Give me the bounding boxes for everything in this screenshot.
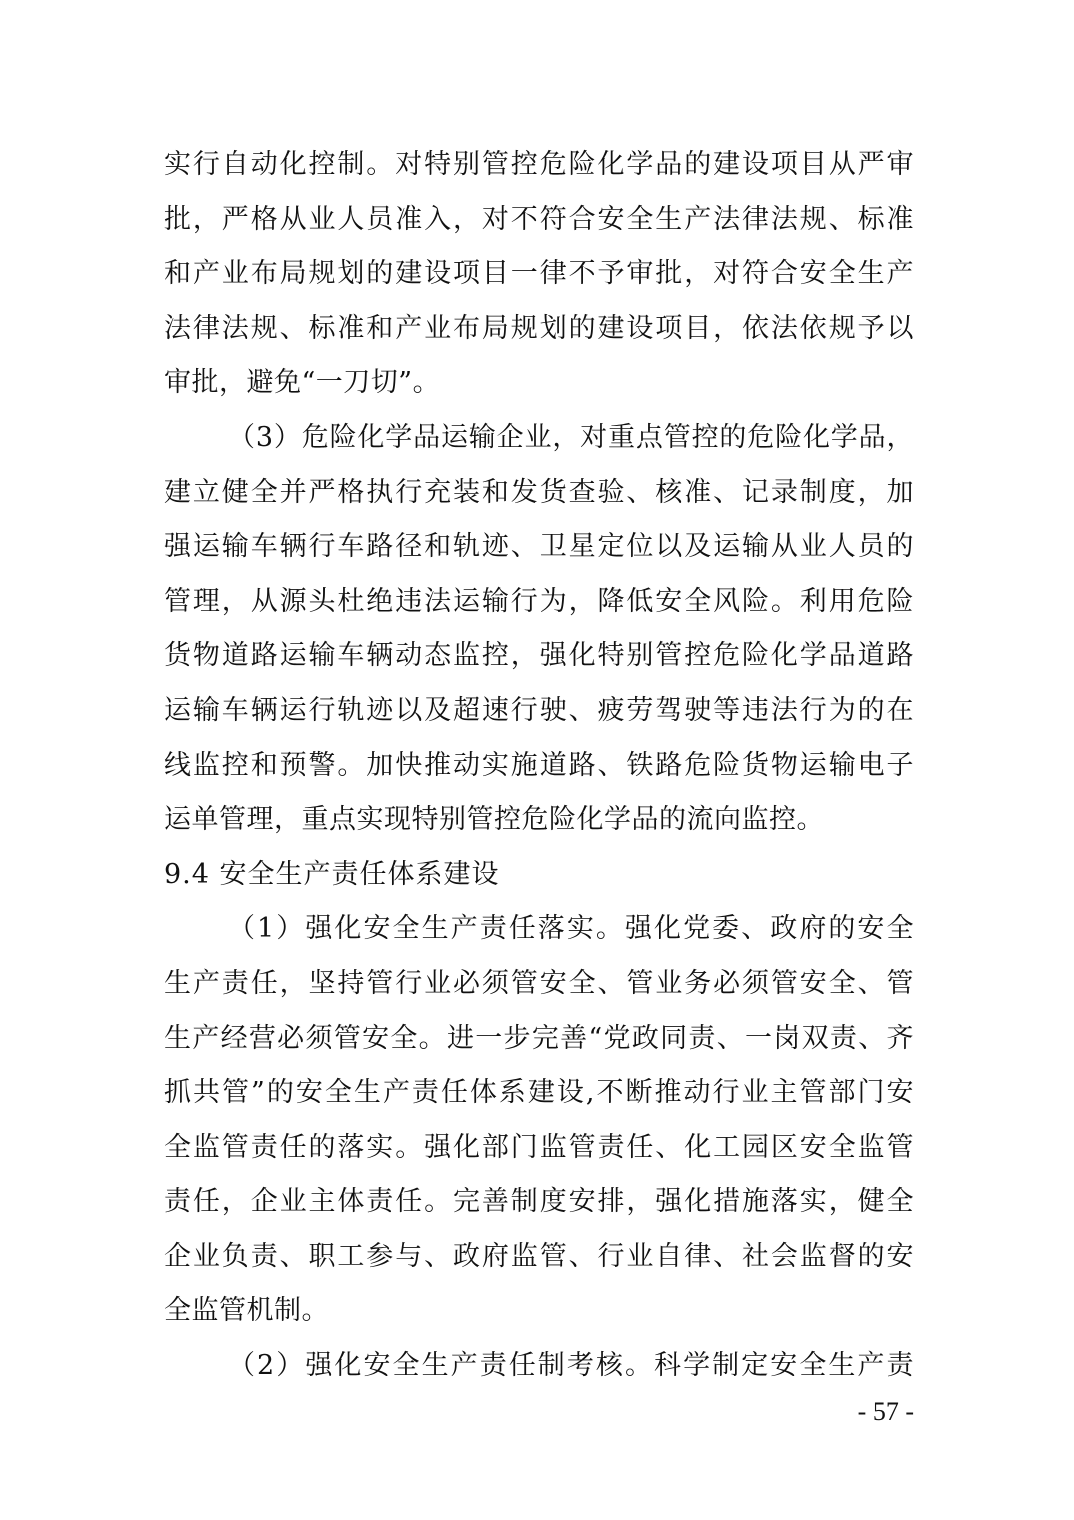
text-line: 建立健全并严格执行充装和发货查验、核准、记录制度，加 xyxy=(164,476,914,508)
text-line: 法律法规、标准和产业布局规划的建设项目，依法依规予以 xyxy=(164,312,914,344)
section-heading: 9.4 安全生产责任体系建设 xyxy=(164,858,500,890)
text-line: 责任，企业主体责任。完善制度安排，强化措施落实，健全 xyxy=(164,1186,914,1218)
text-line: 运输车辆运行轨迹以及超速行驶、疲劳驾驶等违法行为的在 xyxy=(164,694,914,726)
paragraph-start-line: （2）强化安全生产责任制考核。科学制定安全生产责 xyxy=(228,1350,914,1382)
text-line: 运单管理，重点实现特别管控危险化学品的流向监控。 xyxy=(164,804,824,836)
text-line: 企业负责、职工参与、政府监管、行业自律、社会监督的安 xyxy=(164,1240,914,1272)
text-line: 和产业布局规划的建设项目一律不予审批，对符合安全生产 xyxy=(164,258,914,290)
text-line: 审批，避免“一刀切”。 xyxy=(164,367,441,399)
paragraph-start-line: （1）强化安全生产责任落实。强化党委、政府的安全 xyxy=(228,913,914,945)
text-line: 强运输车辆行车路径和轨迹、卫星定位以及运输从业人员的 xyxy=(164,531,914,563)
body-text xyxy=(164,138,914,1394)
text-line: 货物道路运输车辆动态监控，强化特别管控危险化学品道路 xyxy=(164,640,914,672)
text-line: 生产经营必须管安全。进一步完善“党政同责、一岗双责、齐 xyxy=(164,1022,914,1054)
text-line: 全监管机制。 xyxy=(164,1295,329,1327)
page-number: - 57 - xyxy=(857,1397,914,1426)
text-line: 抓共管”的安全生产责任体系建设,不断推动行业主管部门安 xyxy=(164,1077,914,1109)
text-line: 管理，从源头杜绝违法运输行为，降低安全风险。利用危险 xyxy=(164,585,914,617)
text-line: 线监控和预警。加快推动实施道路、铁路危险货物运输电子 xyxy=(164,749,914,781)
text-line: 生产责任，坚持管行业必须管安全、管业务必须管安全、管 xyxy=(164,967,914,999)
text-line: 全监管责任的落实。强化部门监管责任、化工园区安全监管 xyxy=(164,1131,914,1163)
paragraph-start-line: （3）危险化学品运输企业，对重点管控的危险化学品， xyxy=(228,421,914,453)
text-line: 实行自动化控制。对特别管控危险化学品的建设项目从严审 xyxy=(164,149,914,180)
text-line: 批，严格从业人员准入，对不符合安全生产法律法规、标准 xyxy=(164,203,914,235)
